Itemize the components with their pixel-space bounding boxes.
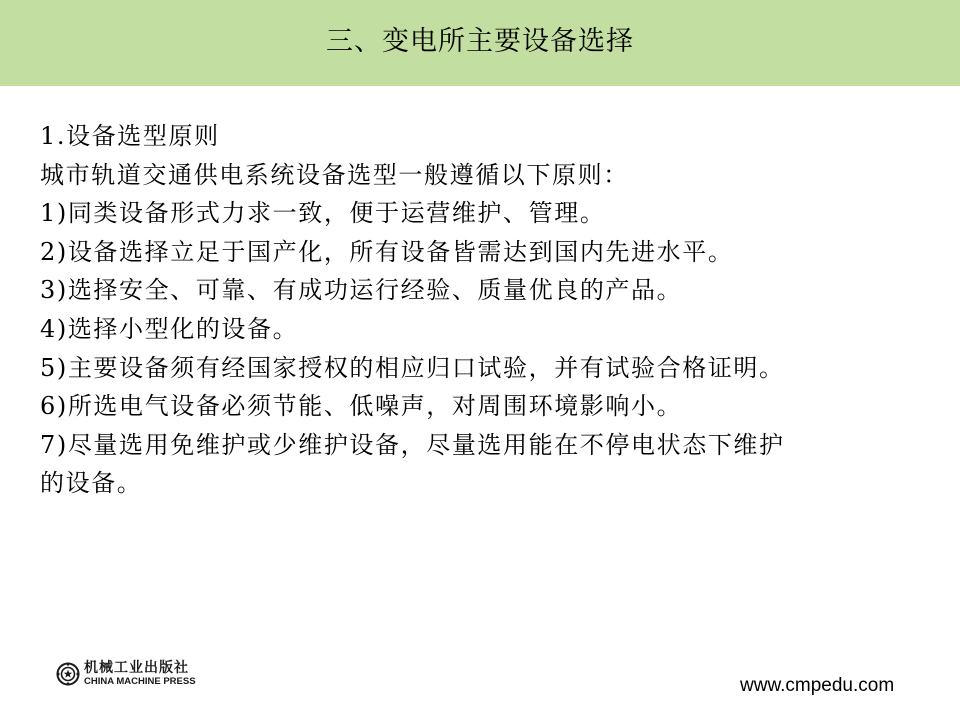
principle-item-5: 5)主要设备须有经国家授权的相应归口试验，并有试验合格证明。 xyxy=(40,353,785,382)
publisher-name-cn: 机械工业出版社 xyxy=(84,660,189,676)
principle-item-7-continued: 的设备。 xyxy=(40,469,143,498)
slide-body xyxy=(40,117,920,503)
intro-line: 城市轨道交通供电系统设备选型一般遵循以下原则： xyxy=(40,160,629,189)
principle-item-2: 2)设备选择立足于国产化，所有设备皆需达到国内先进水平。 xyxy=(40,237,734,266)
principle-item-7: 7)尽量选用免维护或少维护设备，尽量选用能在不停电状态下维护 xyxy=(40,430,785,459)
principle-item-1: 1)同类设备形式力求一致，便于运营维护、管理。 xyxy=(40,199,606,228)
principle-item-3: 3)选择安全、可靠、有成功运行经验、质量优良的产品。 xyxy=(40,276,683,305)
title-bar xyxy=(0,0,960,86)
machine-press-emblem-icon xyxy=(56,662,80,686)
principle-item-6: 6)所选电气设备必须节能、低噪声，对周围环境影响小。 xyxy=(40,392,683,421)
website-url: www.cmpedu.com xyxy=(740,675,895,696)
publisher-name-en: CHINA MACHINE PRESS xyxy=(84,676,196,687)
principle-item-4: 4)选择小型化的设备。 xyxy=(40,314,299,343)
section-heading: 1.设备选型原则 xyxy=(40,122,220,150)
slide-title: 三、变电所主要设备选择 xyxy=(326,26,634,57)
publisher-logo xyxy=(56,660,246,692)
